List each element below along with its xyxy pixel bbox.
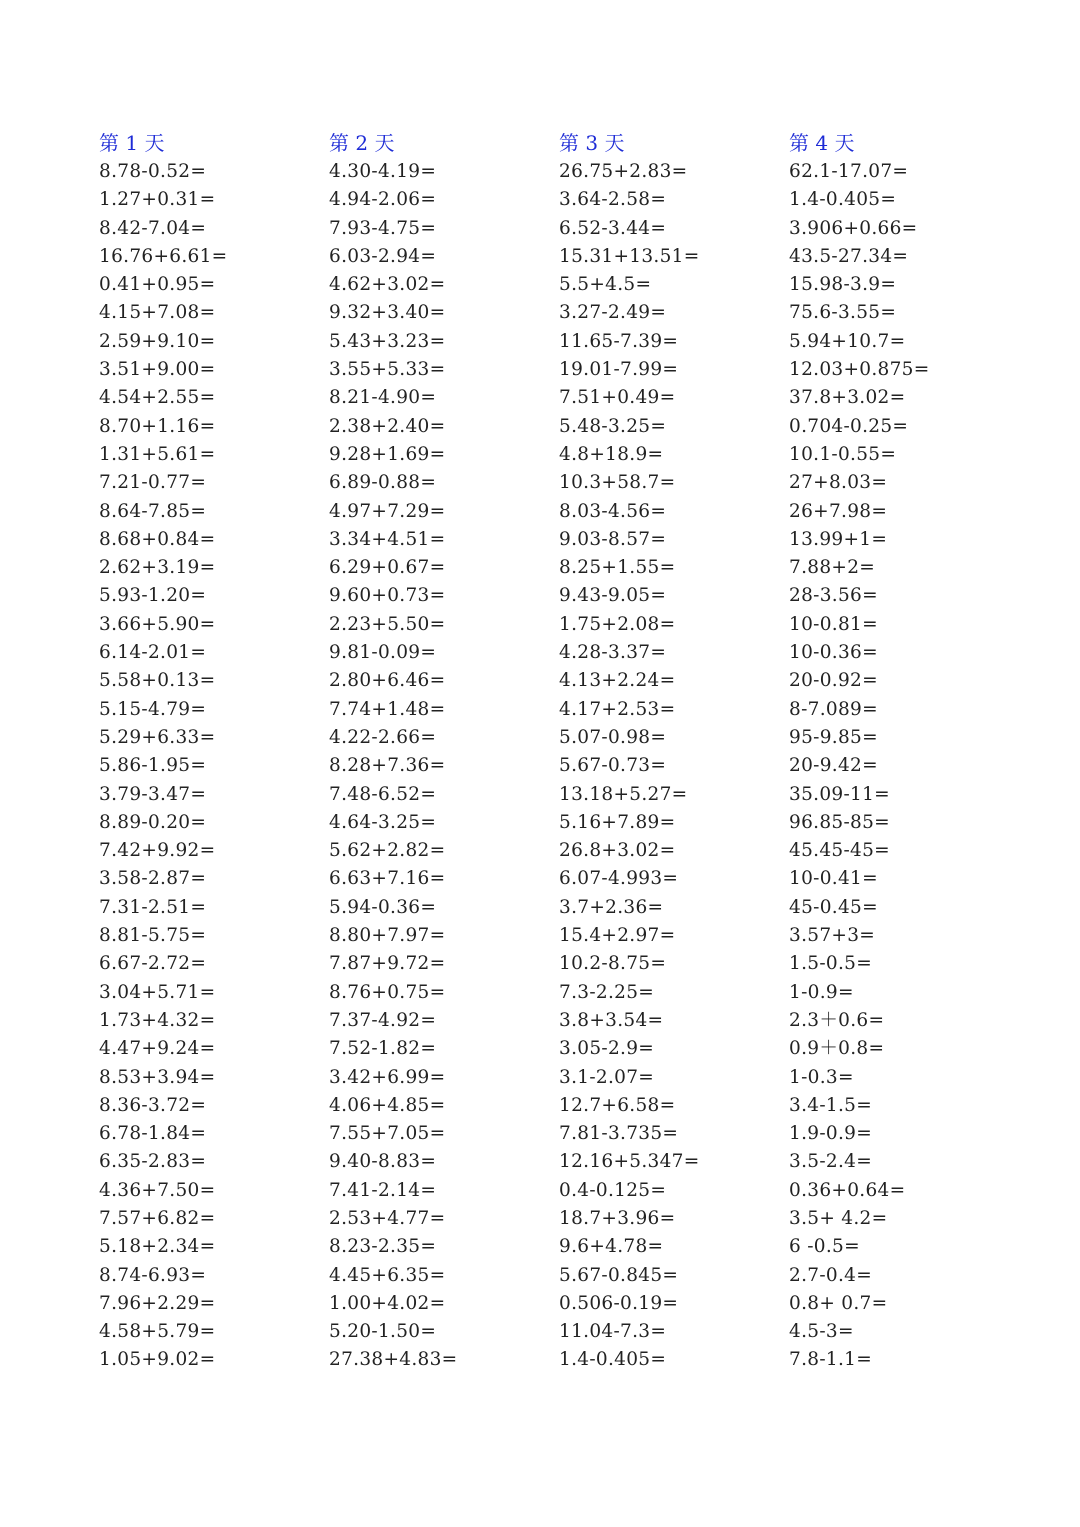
problem-item: 5.94-0.36=	[329, 896, 437, 918]
problem-item: 6.14-2.01=	[99, 642, 207, 664]
problem-item: 8.25+1.55=	[559, 557, 676, 579]
problem-item: 7.57+6.82=	[99, 1207, 216, 1229]
problem-item: 7.96+2.29=	[99, 1292, 216, 1314]
problem-item: 4.17+2.53=	[559, 698, 676, 720]
problem-item: 7.3-2.25=	[559, 981, 655, 1003]
problem-item: 0.704-0.25=	[789, 415, 909, 437]
problem-item: 6.78-1.84=	[99, 1123, 207, 1145]
problem-item: 9.03-8.57=	[559, 528, 667, 550]
problem-item: 0.41+0.95=	[99, 274, 216, 296]
problem-item: 1.05+9.02=	[99, 1349, 216, 1371]
problem-item: 8.81-5.75=	[99, 925, 207, 947]
problem-item: 7.41-2.14=	[329, 1179, 437, 1201]
problem-item: 15.31+13.51=	[559, 245, 700, 267]
problem-item: 8.74-6.93=	[99, 1264, 207, 1286]
problem-item: 1-0.9=	[789, 981, 854, 1003]
problem-item: 7.93-4.75=	[329, 217, 437, 239]
problem-item: 20-9.42=	[789, 755, 878, 777]
problem-item: 3.55+5.33=	[329, 359, 446, 381]
problem-item: 9.60+0.73=	[329, 585, 446, 607]
problem-item: 18.7+3.96=	[559, 1207, 676, 1229]
problem-item: 8.53+3.94=	[99, 1066, 216, 1088]
problem-item: 7.74+1.48=	[329, 698, 446, 720]
problem-item: 8.42-7.04=	[99, 217, 207, 239]
day-column-4	[789, 128, 930, 1375]
problem-item: 9.40-8.83=	[329, 1151, 437, 1173]
problem-item: 1.73+4.32=	[99, 1009, 216, 1031]
problem-item: 27.38+4.83=	[329, 1349, 458, 1371]
problem-item: 1.5-0.5=	[789, 953, 872, 975]
problem-item: 2.38+2.40=	[329, 415, 446, 437]
day-heading: 第 1 天	[99, 131, 165, 155]
problem-item: 2.62+3.19=	[99, 557, 216, 579]
problem-item: 4.36+7.50=	[99, 1179, 216, 1201]
problem-item: 1.31+5.61=	[99, 443, 216, 465]
problem-item: 9.81-0.09=	[329, 642, 437, 664]
problem-item: 8.21-4.90=	[329, 387, 437, 409]
problem-item: 75.6-3.55=	[789, 302, 897, 324]
problem-item: 62.1-17.07=	[789, 161, 909, 182]
problem-item: 4.06+4.85=	[329, 1094, 446, 1116]
problem-item: 5.15-4.79=	[99, 698, 207, 720]
problem-item: 45-0.45=	[789, 896, 878, 918]
problem-item: 5.43+3.23=	[329, 330, 446, 352]
problem-item: 8.70+1.16=	[99, 415, 216, 437]
problem-item: 6.29+0.67=	[329, 557, 446, 579]
problem-item: 8.76+0.75=	[329, 981, 446, 1003]
problem-item: 8.36-3.72=	[99, 1094, 207, 1116]
problem-item: 3.1-2.07=	[559, 1066, 655, 1088]
problem-item: 8.03-4.56=	[559, 500, 667, 522]
problem-item: 4.30-4.19=	[329, 161, 437, 182]
problem-item: 3.906+0.66=	[789, 217, 918, 239]
problem-item: 13.18+5.27=	[559, 783, 688, 805]
problem-item: 6.89-0.88=	[329, 472, 437, 494]
problem-item: 7.31-2.51=	[99, 896, 207, 918]
problem-item: 45.45-45=	[789, 840, 890, 862]
problem-item: 15.4+2.97=	[559, 925, 676, 947]
problem-item: 7.81-3.735=	[559, 1123, 679, 1145]
problem-item: 4.28-3.37=	[559, 642, 667, 664]
problem-item: 3.66+5.90=	[99, 613, 216, 635]
problem-item: 3.8+3.54=	[559, 1009, 664, 1031]
day-column-3	[559, 128, 700, 1375]
problem-item: 11.04-7.3=	[559, 1321, 667, 1343]
problem-item: 4.62+3.02=	[329, 274, 446, 296]
problem-item: 11.65-7.39=	[559, 330, 679, 352]
problem-item: 0.506-0.19=	[559, 1292, 679, 1314]
problem-item: 5.29+6.33=	[99, 726, 216, 748]
problem-item: 8.68+0.84=	[99, 528, 216, 550]
day-heading: 第 3 天	[559, 131, 625, 155]
problem-item: 1.27+0.31=	[99, 189, 216, 211]
problem-item: 12.16+5.347=	[559, 1151, 700, 1173]
problem-item: 6.35-2.83=	[99, 1151, 207, 1173]
problem-item: 5.86-1.95=	[99, 755, 207, 777]
problem-item: 9.28+1.69=	[329, 443, 446, 465]
problem-item: 3.64-2.58=	[559, 189, 667, 211]
problem-item: 43.5-27.34=	[789, 245, 909, 267]
problem-item: 7.87+9.72=	[329, 953, 446, 975]
problem-item: 5.16+7.89=	[559, 811, 676, 833]
problem-item: 4.8+18.9=	[559, 443, 664, 465]
problem-item: 5.67-0.73=	[559, 755, 667, 777]
problem-item: 7.52-1.82=	[329, 1038, 437, 1060]
problem-list	[559, 158, 700, 1375]
problem-item: 7.51+0.49=	[559, 387, 676, 409]
problem-item: 3.79-3.47=	[99, 783, 207, 805]
problem-item: 12.03+0.875=	[789, 359, 930, 381]
problem-item: 10-0.81=	[789, 613, 878, 635]
problem-item: 3.7+2.36=	[559, 896, 664, 918]
problem-item: 8.28+7.36=	[329, 755, 446, 777]
problem-item: 7.88+2=	[789, 557, 876, 579]
problem-item: 6.52-3.44=	[559, 217, 667, 239]
problem-item: 9.6+4.78=	[559, 1236, 664, 1258]
problem-item: 6.67-2.72=	[99, 953, 207, 975]
problem-item: 19.01-7.99=	[559, 359, 679, 381]
problem-item: 3.34+4.51=	[329, 528, 446, 550]
problem-item: 5.93-1.20=	[99, 585, 207, 607]
problem-item: 7.8-1.1=	[789, 1349, 872, 1371]
problem-item: 27+8.03=	[789, 472, 888, 494]
problem-item: 3.4-1.5=	[789, 1094, 872, 1116]
problem-item: 9.43-9.05=	[559, 585, 667, 607]
problem-item: 3.5-2.4=	[789, 1151, 872, 1173]
problem-item: 3.57+3=	[789, 925, 876, 947]
problem-item: 8.64-7.85=	[99, 500, 207, 522]
day-heading: 第 4 天	[789, 131, 855, 155]
problem-item: 8.78-0.52=	[99, 161, 207, 182]
problem-item: 0.36+0.64=	[789, 1179, 906, 1201]
problem-item: 4.94-2.06=	[329, 189, 437, 211]
problem-item: 2.53+4.77=	[329, 1207, 446, 1229]
problem-item: 10.3+58.7=	[559, 472, 676, 494]
problem-item: 28-3.56=	[789, 585, 878, 607]
problem-item: 1.00+4.02=	[329, 1292, 446, 1314]
problem-item: 4.5-3=	[789, 1321, 854, 1343]
problem-item: 3.58-2.87=	[99, 868, 207, 890]
problem-item: 4.97+7.29=	[329, 500, 446, 522]
problem-item: 1.9-0.9=	[789, 1123, 872, 1145]
problem-item: 5.67-0.845=	[559, 1264, 679, 1286]
problem-list	[789, 158, 930, 1375]
problem-item: 4.58+5.79=	[99, 1321, 216, 1343]
problem-item: 3.42+6.99=	[329, 1066, 446, 1088]
problem-item: 10-0.36=	[789, 642, 878, 664]
problem-item: 26.75+2.83=	[559, 161, 688, 182]
problem-item: 15.98-3.9=	[789, 274, 897, 296]
problem-item: 0.4-0.125=	[559, 1179, 667, 1201]
problem-item: 10-0.41=	[789, 868, 878, 890]
problem-item: 5.18+2.34=	[99, 1236, 216, 1258]
problem-item: 7.55+7.05=	[329, 1123, 446, 1145]
problem-item: 2.7-0.4=	[789, 1264, 872, 1286]
problem-list	[99, 158, 227, 1375]
problem-item: 3.5+ 4.2=	[789, 1207, 888, 1229]
problem-item: 8.23-2.35=	[329, 1236, 437, 1258]
problem-item: 3.27-2.49=	[559, 302, 667, 324]
problem-item: 2.80+6.46=	[329, 670, 446, 692]
problem-item: 4.54+2.55=	[99, 387, 216, 409]
problem-item: 5.62+2.82=	[329, 840, 446, 862]
problem-item: 6.63+7.16=	[329, 868, 446, 890]
day-column-2	[329, 128, 457, 1375]
problem-item: 6.03-2.94=	[329, 245, 437, 267]
problem-item: 5.07-0.98=	[559, 726, 667, 748]
problem-item: 1-0.3=	[789, 1066, 854, 1088]
problem-item: 6.07-4.993=	[559, 868, 679, 890]
problem-item: 5.94+10.7=	[789, 330, 906, 352]
problem-item: 2.59+9.10=	[99, 330, 216, 352]
problem-item: 95-9.85=	[789, 726, 878, 748]
problem-item: 10.1-0.55=	[789, 443, 897, 465]
problem-item: 96.85-85=	[789, 811, 890, 833]
problem-item: 37.8+3.02=	[789, 387, 906, 409]
problem-item: 3.05-2.9=	[559, 1038, 655, 1060]
problem-item: 3.04+5.71=	[99, 981, 216, 1003]
day-column-1	[99, 128, 227, 1375]
problem-item: 5.20-1.50=	[329, 1321, 437, 1343]
problem-item: 1.4-0.405=	[789, 189, 897, 211]
problem-item: 4.45+6.35=	[329, 1264, 446, 1286]
problem-item: 6 -0.5=	[789, 1236, 860, 1258]
problem-item: 26.8+3.02=	[559, 840, 676, 862]
problem-item: 8.80+7.97=	[329, 925, 446, 947]
day-heading: 第 2 天	[329, 131, 395, 155]
problem-item: 0.9＋0.8=	[789, 1038, 885, 1060]
problem-item: 4.47+9.24=	[99, 1038, 216, 1060]
problem-item: 0.8+ 0.7=	[789, 1292, 888, 1314]
problem-list	[329, 158, 457, 1375]
problem-item: 5.48-3.25=	[559, 415, 667, 437]
problem-item: 7.21-0.77=	[99, 472, 207, 494]
problem-item: 3.51+9.00=	[99, 359, 216, 381]
problem-item: 16.76+6.61=	[99, 245, 228, 267]
problem-item: 26+7.98=	[789, 500, 888, 522]
problem-item: 4.13+2.24=	[559, 670, 676, 692]
problem-item: 7.37-4.92=	[329, 1009, 437, 1031]
problem-item: 12.7+6.58=	[559, 1094, 676, 1116]
problem-item: 9.32+3.40=	[329, 302, 446, 324]
problem-item: 2.3＋0.6=	[789, 1009, 885, 1031]
problem-item: 1.75+2.08=	[559, 613, 676, 635]
problem-item: 8.89-0.20=	[99, 811, 207, 833]
problem-item: 4.15+7.08=	[99, 302, 216, 324]
problem-item: 4.64-3.25=	[329, 811, 437, 833]
problem-item: 10.2-8.75=	[559, 953, 667, 975]
problem-item: 7.48-6.52=	[329, 783, 437, 805]
problem-item: 35.09-11=	[789, 783, 890, 805]
problem-item: 2.23+5.50=	[329, 613, 446, 635]
problem-item: 5.58+0.13=	[99, 670, 216, 692]
problem-item: 5.5+4.5=	[559, 274, 652, 296]
problem-item: 1.4-0.405=	[559, 1349, 667, 1371]
problem-item: 20-0.92=	[789, 670, 878, 692]
problem-item: 4.22-2.66=	[329, 726, 437, 748]
problem-item: 13.99+1=	[789, 528, 888, 550]
problem-item: 7.42+9.92=	[99, 840, 216, 862]
problem-item: 8-7.089=	[789, 698, 878, 720]
